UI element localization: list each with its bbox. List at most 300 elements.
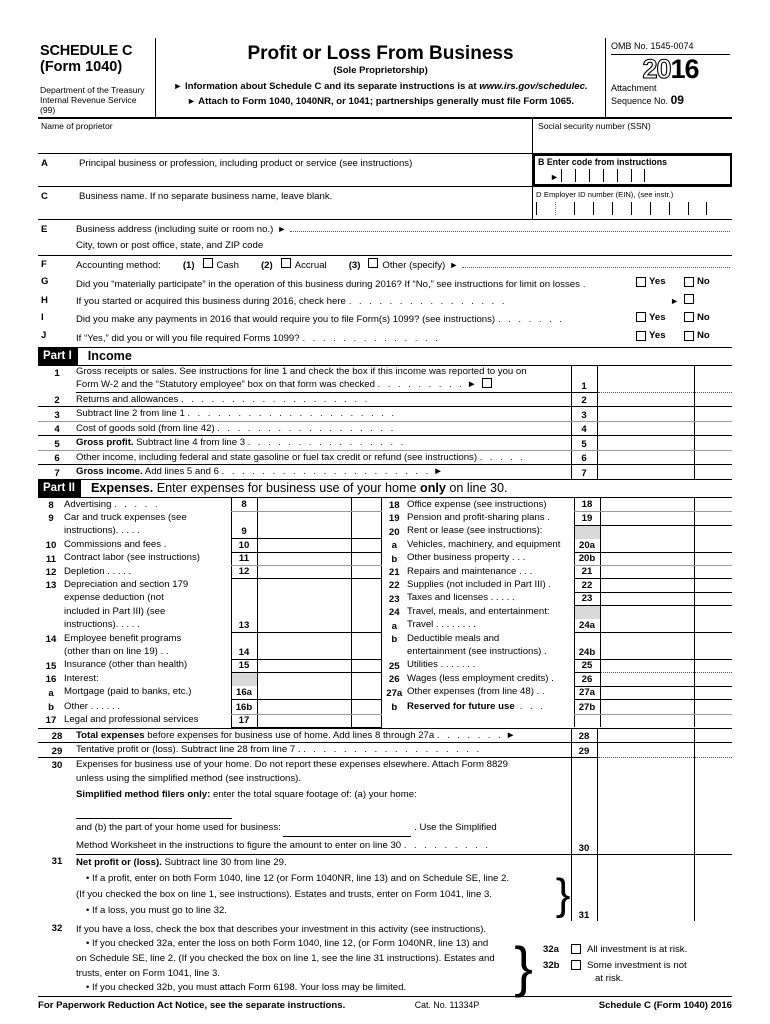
line-j-letter: J <box>41 330 47 341</box>
line-9-cents[interactable] <box>351 525 381 538</box>
ein-cell[interactable] <box>650 202 669 215</box>
line-2-text: Returns and allowances <box>76 393 179 405</box>
department-line-2: Internal Revenue Service (99) <box>40 95 137 115</box>
j-no-checkbox[interactable] <box>684 331 694 341</box>
arrow-icon: ► <box>173 81 183 91</box>
arrow-icon-line28: ► <box>505 729 516 741</box>
line-2-box: 2 <box>571 392 597 407</box>
cash-checkbox[interactable] <box>203 258 213 268</box>
line-i-content <box>76 311 732 327</box>
line-15-cents[interactable] <box>351 659 381 672</box>
line-24b-cents-top[interactable] <box>694 633 732 646</box>
line-10-amount[interactable] <box>257 539 351 552</box>
g-no-label: No <box>697 276 710 287</box>
ein-cell[interactable] <box>688 202 707 215</box>
ssn-field[interactable] <box>533 119 732 153</box>
line-31-bullet-2 <box>76 887 556 903</box>
line-i-text: Did you make any payments in 2016 that would require you to file Form(s) 1099? (see instructions) <box>76 314 496 325</box>
leader-dots: . . . . . . . . . <box>403 839 491 850</box>
line-15-number: 15 <box>45 660 57 672</box>
line-27b-label-bold: Reserved for future use <box>407 700 515 712</box>
table-row <box>38 673 732 686</box>
line-17-cents[interactable] <box>351 714 381 727</box>
line-13-spacer-2 <box>38 592 64 605</box>
home-sqft-input[interactable] <box>76 802 232 819</box>
line-32-bullet-2 <box>76 952 514 967</box>
line-13-amount[interactable] <box>257 619 351 632</box>
line-j-text: If “Yes,” did you or will you file required Forms 1099? <box>76 332 300 344</box>
table-row <box>38 566 732 579</box>
sequence-label: Sequence No. <box>611 96 669 106</box>
line-5-cents[interactable] <box>694 436 732 451</box>
line-25-label: Utilities . . . . . . . <box>407 659 476 671</box>
part-2-title-rest: Enter expenses for business use of your home <box>156 481 417 495</box>
line-24-label: Travel, meals, and entertainment: <box>407 605 550 617</box>
line-13-cents-3[interactable] <box>351 606 381 619</box>
line-12-amount[interactable] <box>257 566 351 579</box>
line-15-amount[interactable] <box>257 659 351 672</box>
line-24-number: 24 <box>388 607 400 619</box>
line-11-cents[interactable] <box>351 552 381 565</box>
tax-year-block <box>611 55 730 83</box>
line-18-amount[interactable] <box>600 498 694 512</box>
code-cell[interactable] <box>617 169 631 182</box>
line-13-cents-2[interactable] <box>351 592 381 605</box>
f-opt1-label: Cash <box>216 260 239 271</box>
ein-cells[interactable] <box>536 202 730 215</box>
code-cell[interactable] <box>631 169 645 182</box>
name-of-proprietor-field[interactable] <box>38 119 533 153</box>
department-line-1: Department of the Treasury <box>40 85 145 95</box>
business-code-cells[interactable] <box>538 168 728 182</box>
g-yes-label: Yes <box>649 276 666 287</box>
line-30-t3: enter the total square footage of: (a) your home: <box>213 788 417 800</box>
line-16-cents-spacer <box>351 673 381 686</box>
line-16b-label: Other . . . . . . <box>64 700 120 712</box>
line-6-number: 6 <box>38 450 76 465</box>
line-i-letter: I <box>41 311 44 323</box>
line-g-row <box>38 273 732 292</box>
line-1-number: 1 <box>54 367 60 379</box>
line-30-t2: unless using the simplified method (see instructions). <box>76 773 302 785</box>
line-d-text: Employer ID number (EIN), <box>543 190 636 199</box>
code-cell[interactable] <box>561 169 575 182</box>
table-row <box>38 854 732 921</box>
f-opt3-number: (3) <box>348 260 361 271</box>
table-row <box>38 606 732 619</box>
ein-cell-divider[interactable] <box>555 202 574 215</box>
ein-cell[interactable] <box>593 202 612 215</box>
i-no-checkbox[interactable] <box>684 312 694 322</box>
line-13-amount-1[interactable] <box>257 579 351 592</box>
line-2-amount[interactable] <box>597 392 694 407</box>
code-cell[interactable] <box>589 169 603 182</box>
line-20-number: 20 <box>388 526 400 538</box>
line-8-amount[interactable] <box>257 498 351 512</box>
line-31-amount[interactable] <box>597 854 694 921</box>
line-14-spacer <box>38 646 64 659</box>
line-13-cents-1[interactable] <box>351 579 381 592</box>
line-32-b1-text: If you checked 32a, enter the loss on both Form 1040, line 12, (or Form 1040NR, line 13) and <box>92 938 489 950</box>
line-d-header <box>536 189 730 199</box>
line-32-number-wrap <box>38 921 76 996</box>
line-5-amount[interactable] <box>597 436 694 451</box>
line-a-text: Principal business or profession, including product or service (see instructions) <box>79 158 413 169</box>
line-h-letter: H <box>41 294 48 306</box>
info-url: www.irs.gov/schedulec. <box>479 81 588 92</box>
line-28-number: 28 <box>38 728 76 743</box>
line-b-header <box>538 157 728 167</box>
line-24a-amount[interactable] <box>600 619 694 632</box>
leader-dots: . . . . . . . . . . . . . . . . <box>348 295 507 306</box>
line-30-t5: Method Worksheet in the instructions to figure the amount to enter on line 30 <box>76 839 402 851</box>
line-e-city-text-wrap[interactable] <box>76 239 732 252</box>
ein-cell[interactable] <box>612 202 631 215</box>
line-22-cents[interactable] <box>694 579 732 592</box>
line-5-text-bold: Gross profit. <box>76 437 134 448</box>
table-row <box>38 525 732 538</box>
line-13-box-spacer-2 <box>231 592 257 605</box>
leader-dots: . . . . . <box>114 498 161 509</box>
line-4-amount[interactable] <box>597 421 694 436</box>
line-20a-number: a <box>391 540 397 552</box>
line-16b-cents[interactable] <box>351 700 381 714</box>
line-31-head <box>76 855 571 871</box>
line-5-number: 5 <box>38 436 76 451</box>
tax-year-prefix: 20 <box>642 54 671 84</box>
line-24a-cents[interactable] <box>694 619 732 632</box>
line-c-field[interactable] <box>38 187 533 219</box>
line-28-amount[interactable] <box>597 728 694 743</box>
line-13-label-2: expense deduction (not <box>64 592 164 604</box>
line-19-amount[interactable] <box>600 512 694 525</box>
g-yes-checkbox[interactable] <box>636 277 646 287</box>
line-13-cents[interactable] <box>351 619 381 632</box>
line-9-box: 9 <box>231 525 257 538</box>
line-32a-number: 32a <box>543 943 560 955</box>
j-no-label: No <box>697 330 710 341</box>
line-14-label: Employee benefit programs <box>64 632 182 644</box>
line-16b-amount[interactable] <box>257 700 351 714</box>
line-16b-number: b <box>48 702 54 713</box>
line-29-cents[interactable] <box>694 743 732 758</box>
line-32b-row[interactable] <box>543 959 732 985</box>
line-d-container <box>533 187 732 219</box>
line-30-number: 30 <box>51 759 63 771</box>
line-1-amount[interactable] <box>597 378 694 392</box>
line-14-cents[interactable] <box>351 646 381 659</box>
form-header <box>38 38 732 119</box>
i-no-group[interactable] <box>684 311 732 324</box>
line-8-cents[interactable] <box>351 498 381 512</box>
line-e-input[interactable] <box>290 224 730 232</box>
line-3-number: 3 <box>38 407 76 422</box>
line-31-bullets <box>76 871 556 919</box>
line-9-cents-top[interactable] <box>351 512 381 525</box>
part-1-table <box>38 366 732 479</box>
all-investment-at-risk-checkbox[interactable] <box>571 944 581 954</box>
line-30-t3-row <box>76 787 571 819</box>
schedule-title: SCHEDULE C <box>40 43 133 59</box>
table-row <box>38 378 732 392</box>
leader-dots: . . . . . . . <box>436 729 504 740</box>
line-17-amount[interactable] <box>257 714 351 727</box>
i-yes-group[interactable] <box>636 311 684 324</box>
line-22-box: 22 <box>574 579 600 592</box>
line-14-amount-top[interactable] <box>257 633 351 646</box>
line-16-box-shaded <box>231 673 257 686</box>
line-b-field[interactable] <box>533 154 732 186</box>
line-7-box: 7 <box>571 465 597 479</box>
other-method-input[interactable] <box>462 260 730 268</box>
line-21-label: Repairs and maintenance . . . <box>407 565 533 577</box>
part-2-banner <box>38 479 732 498</box>
line-24b-amount[interactable] <box>600 646 694 659</box>
line-14-cents-top[interactable] <box>351 633 381 646</box>
line-31-bullet-3: • If a loss, you must go to line 32. <box>86 904 227 916</box>
attach-text: Attach to Form 1040, 1040NR, or 1041; partnerships generally must file Form 1065. <box>198 96 575 107</box>
line-25-amount[interactable] <box>600 659 694 672</box>
line-27b-box: 27b <box>574 700 600 714</box>
line-e-text-wrap <box>76 223 732 236</box>
line-5-text: Subtract line 4 from line 3 <box>136 437 246 448</box>
line-23-label: Taxes and licenses . . . . . <box>407 592 515 604</box>
table-row <box>38 700 732 714</box>
line-27a-amount[interactable] <box>600 686 694 699</box>
line-24b-amount-top[interactable] <box>600 633 694 646</box>
line-h-text: If you started or acquired this business during 2016, check here <box>76 295 346 307</box>
part-1-tag: Part I <box>38 348 78 365</box>
ein-cell[interactable] <box>574 202 593 215</box>
j-yes-group[interactable] <box>636 329 684 342</box>
line-b-container <box>533 154 732 186</box>
line-e-text: Business address (including suite or room no.) <box>76 224 274 235</box>
line-1-amount-spacer <box>597 366 694 379</box>
line-13-amount-2[interactable] <box>257 592 351 605</box>
table-row <box>38 757 732 854</box>
ein-cell[interactable] <box>669 202 688 215</box>
footer-catalog-number: Cat. No. 11334P <box>414 1000 480 1011</box>
header-right-block <box>606 38 732 117</box>
line-9-amount[interactable] <box>257 525 351 538</box>
line-13-label-4: instructions). . . . . <box>64 619 140 631</box>
line-17-label: Legal and professional services <box>64 714 199 725</box>
line-f-content <box>76 258 732 272</box>
part-2-title-only: only <box>420 481 446 495</box>
h-checkbox[interactable] <box>684 294 694 304</box>
code-cell[interactable] <box>575 169 589 182</box>
line-18-cents[interactable] <box>694 498 732 512</box>
line-3-amount[interactable] <box>597 407 694 422</box>
footer-right: Schedule C (Form 1040) 2016 <box>598 999 732 1011</box>
line-c-letter: C <box>41 191 48 202</box>
proprietor-ssn-row <box>38 119 732 154</box>
line-6-amount[interactable] <box>597 450 694 465</box>
footer-left: For Paperwork Reduction Act Notice, see the separate instructions. <box>38 999 346 1011</box>
line-4-text-cell <box>76 421 571 436</box>
line-20a-amount[interactable] <box>600 539 694 552</box>
some-investment-not-at-risk-checkbox[interactable] <box>571 960 581 970</box>
brace-icon-31: } <box>555 869 571 919</box>
line-10-label: Commissions and fees . <box>64 538 167 550</box>
line-29-text: Tentative profit or (loss). Subtract line 28 from line 7 . <box>76 744 301 756</box>
g-no-checkbox[interactable] <box>684 277 694 287</box>
line-29-text-cell <box>76 743 571 758</box>
line-28-cents[interactable] <box>694 728 732 743</box>
line-26-cents[interactable] <box>694 673 732 686</box>
part-2-title-tail: on line 30. <box>449 481 508 495</box>
spacer-box <box>574 714 600 727</box>
line-26-box: 26 <box>574 673 600 686</box>
line-29-amount[interactable] <box>597 743 694 758</box>
line-20b-label: Other business property . . . <box>407 552 526 564</box>
line-23-cents[interactable] <box>694 592 732 605</box>
line-15-box: 15 <box>231 659 257 672</box>
j-yes-checkbox[interactable] <box>636 331 646 341</box>
line-10-cents[interactable] <box>351 539 381 552</box>
line-29-number: 29 <box>38 743 76 758</box>
ein-cell[interactable] <box>631 202 650 215</box>
line-24a-label: Travel . . . . . . . . <box>407 619 476 631</box>
line-21-amount[interactable] <box>600 566 694 579</box>
line-32-block <box>38 921 732 996</box>
table-row <box>38 552 732 565</box>
line-1-box: 1 <box>571 378 597 392</box>
line-7-cents[interactable] <box>694 465 732 479</box>
accrual-checkbox[interactable] <box>281 258 291 268</box>
line-32-text-block <box>76 921 533 996</box>
line-13-spacer-3 <box>38 606 64 619</box>
line-23-amount[interactable] <box>600 592 694 605</box>
line-a-field[interactable] <box>38 154 533 186</box>
line-9-amount-top[interactable] <box>257 512 351 525</box>
line-a-letter: A <box>41 158 48 169</box>
part-2-title <box>91 481 508 495</box>
line-27a-box: 27a <box>574 686 600 699</box>
line-14-amount[interactable] <box>257 646 351 659</box>
arrow-icon-f: ► <box>449 260 459 270</box>
h-check-group[interactable] <box>684 294 732 304</box>
line-18-label: Office expense (see instructions) <box>407 498 547 510</box>
g-no-group[interactable] <box>684 275 732 288</box>
form-subtitle: (Sole Proprietorship) <box>333 65 428 76</box>
line-1-cents[interactable] <box>694 378 732 392</box>
line-6-text: Other income, including federal and state gasoline or fuel tax credit or refund (see instructions) <box>76 451 478 463</box>
line-11-label: Contract labor (see instructions) <box>64 552 200 564</box>
line-7-text-bold: Gross income. <box>76 466 143 477</box>
line-11-box: 11 <box>231 552 257 565</box>
line-16a-cents[interactable] <box>351 686 381 699</box>
line-7-text: Add lines 5 and 6 <box>144 466 219 477</box>
code-cell[interactable] <box>603 169 617 182</box>
g-yes-group[interactable] <box>636 275 684 288</box>
line-e-letter: E <box>41 224 48 235</box>
line-20b-cents[interactable] <box>694 552 732 565</box>
line-27b-amount[interactable] <box>600 700 694 714</box>
j-yes-label: Yes <box>649 330 666 341</box>
line-4-number: 4 <box>38 421 76 436</box>
table-row <box>38 686 732 699</box>
line-6-cents[interactable] <box>694 450 732 465</box>
j-no-group[interactable] <box>684 329 732 342</box>
part-1-title: Income <box>87 349 132 363</box>
line-30-box: 30 <box>571 757 597 854</box>
line-13-box: 13 <box>231 619 257 632</box>
line-8-box: 8 <box>231 498 257 512</box>
spacer-amount <box>600 714 694 727</box>
line-30-cents[interactable] <box>694 757 732 854</box>
line-27a-cents[interactable] <box>694 686 732 699</box>
line-17-box: 17 <box>231 714 257 727</box>
line-12-box: 12 <box>231 566 257 579</box>
line-20b-number: b <box>391 553 398 565</box>
other-method-checkbox[interactable] <box>368 258 378 268</box>
line-27b-cents[interactable] <box>694 700 732 714</box>
line-32-number: 32 <box>51 922 63 934</box>
line-27a-label: Other expenses (from line 48) . . <box>407 686 545 698</box>
line-26-amount[interactable] <box>600 673 694 686</box>
line-4-cents[interactable] <box>694 421 732 436</box>
line-19-cents[interactable] <box>694 512 732 525</box>
line-25-number: 25 <box>388 660 400 672</box>
statutory-employee-checkbox[interactable] <box>482 378 492 388</box>
line-13-box-spacer-1 <box>231 579 257 592</box>
line-25-box: 25 <box>574 659 600 672</box>
line-2-cents[interactable] <box>694 392 732 407</box>
sequence-row <box>611 94 730 107</box>
line-12-cents[interactable] <box>351 566 381 579</box>
line-d-field[interactable] <box>533 187 732 219</box>
business-sqft-input[interactable] <box>283 819 411 837</box>
line-32-bullets-wrap <box>76 934 533 998</box>
line-30-amount[interactable] <box>597 757 694 854</box>
line-21-cents[interactable] <box>694 566 732 579</box>
leader-dots: . . . . . . . . . . . . . . . . . . . . . <box>221 466 431 476</box>
line-16a-amount[interactable] <box>257 686 351 699</box>
i-yes-checkbox[interactable] <box>636 312 646 322</box>
line-7-amount[interactable] <box>597 465 694 479</box>
line-32-b3-text: trusts, enter on Form 1041, line 3. <box>76 967 220 979</box>
part-1-banner <box>38 347 732 366</box>
line-24a-box: 24a <box>574 619 600 632</box>
line-3-cents[interactable] <box>694 407 732 422</box>
line-21-box: 21 <box>574 566 600 579</box>
line-24b-cents[interactable] <box>694 646 732 659</box>
line-24b-label: Deductible meals and <box>407 632 500 644</box>
line-8-label: Advertising <box>64 498 112 510</box>
leader-dots: . . . . . . . . . . . . . . . . . . . <box>181 393 370 404</box>
table-row <box>38 633 732 646</box>
line-32a-row[interactable] <box>543 943 732 956</box>
ein-cell[interactable] <box>536 202 555 215</box>
line-e-row <box>38 220 732 237</box>
line-20b-amount[interactable] <box>600 552 694 565</box>
line-20a-cents[interactable] <box>694 539 732 552</box>
line-32-bullet-4: • If you checked 32b, you must attach Form 6198. Your loss may be limited. <box>86 982 407 994</box>
line-25-cents[interactable] <box>694 659 732 672</box>
line-1-text-b: Form W-2 and the “Statutory employee” box on that form was checked <box>76 379 375 390</box>
line-32b-text-wrap <box>587 959 687 985</box>
line-13-amount-3[interactable] <box>257 606 351 619</box>
header-center-block <box>156 38 606 117</box>
line-17-number: 17 <box>45 715 57 727</box>
line-11-amount[interactable] <box>257 552 351 565</box>
omb-number: OMB No. 1545-0074 <box>611 41 730 55</box>
line-31-cents[interactable] <box>694 854 732 921</box>
line-31-b3-text: If a loss, you must go to line 32. <box>92 904 227 916</box>
line-g-letter: G <box>41 276 49 287</box>
line-22-amount[interactable] <box>600 579 694 592</box>
